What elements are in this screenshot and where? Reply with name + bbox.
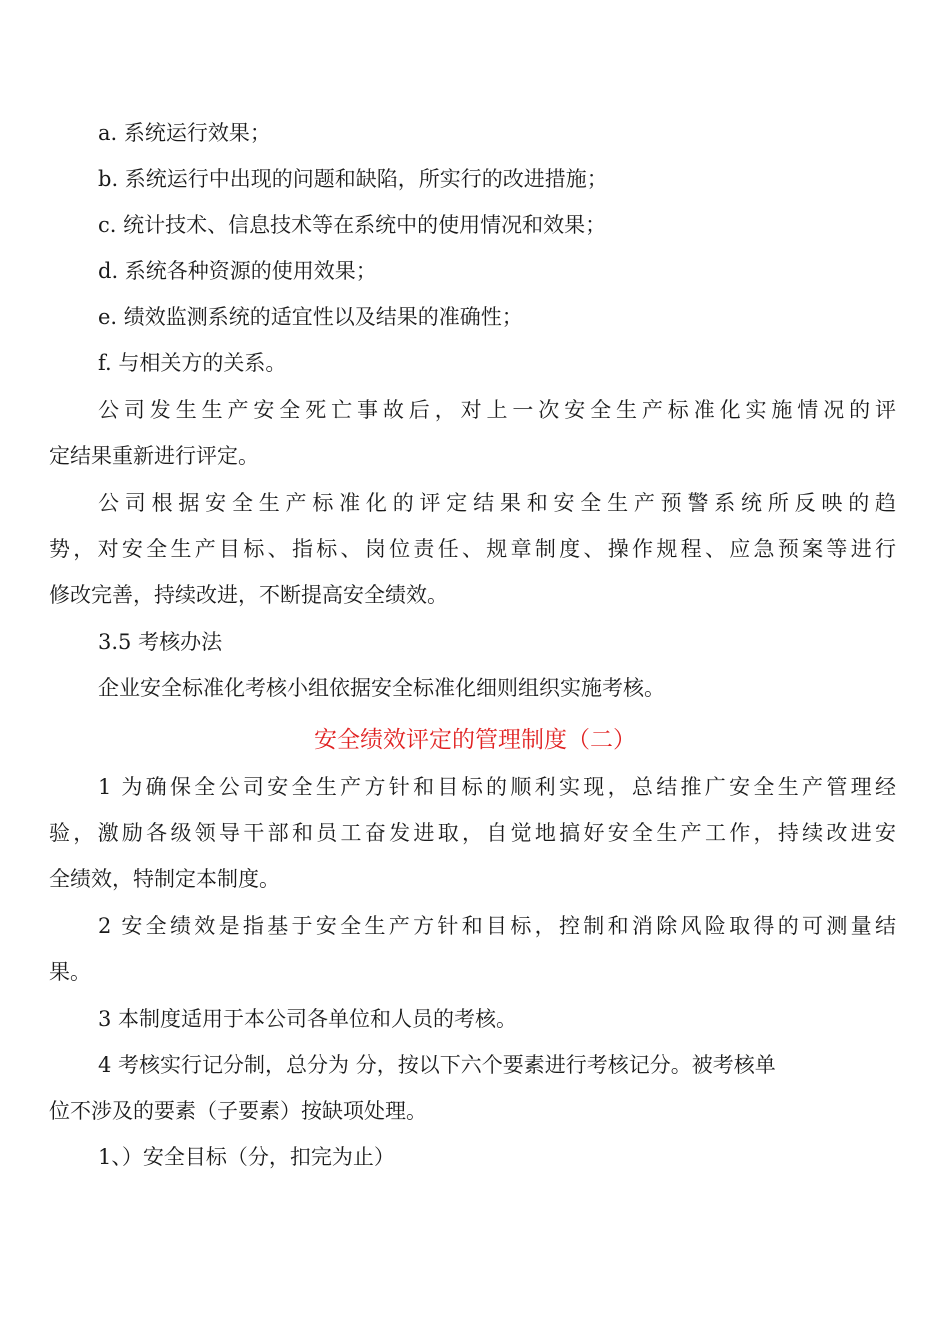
list-item-b: b. 系统运行中出现的问题和缺陷，所实行的改进措施； [98, 167, 608, 191]
list-item-e: e. 绩效监测系统的适宜性以及结果的准确性； [98, 305, 523, 329]
list-item-a: a. 系统运行效果； [98, 121, 271, 145]
list-item-f: f. 与相关方的关系。 [98, 351, 287, 375]
clause-4-line2: 位不涉及的要素（子要素）按缺项处理。 [49, 1099, 427, 1123]
clause-1-line2: 验，激励各级领导干部和员工奋发进取，自觉地搞好安全生产工作，持续改进安 [49, 821, 896, 845]
clause-2-line1: 2 安全绩效是指基于安全生产方针和目标，控制和消除风险取得的可测量结 [98, 914, 896, 938]
paragraph-improve-line1: 公司根据安全生产标准化的评定结果和安全生产预警系统所反映的趋 [98, 491, 896, 515]
section-text: 企业安全标准化考核小组依据安全标准化细则组织实施考核。 [98, 676, 665, 700]
document-title: 安全绩效评定的管理制度（二） [314, 727, 636, 753]
item-1-safety-goal: 1、）安全目标（分，扣完为止） [98, 1145, 395, 1169]
list-item-d: d. 系统各种资源的使用效果； [98, 259, 377, 283]
clause-2-line2: 果。 [49, 960, 91, 984]
clause-4-line1: 4 考核实行记分制，总分为 分，按以下六个要素进行考核记分。被考核单 [98, 1053, 776, 1077]
clause-3: 3 本制度适用于本公司各单位和人员的考核。 [98, 1007, 518, 1031]
paragraph-improve-line2: 势，对安全生产目标、指标、岗位责任、规章制度、操作规程、应急预案等进行 [49, 537, 896, 561]
paragraph-accident-line1: 公司发生生产安全死亡事故后，对上一次安全生产标准化实施情况的评 [98, 398, 896, 422]
list-item-c: c. 统计技术、信息技术等在系统中的使用情况和效果； [98, 213, 607, 237]
clause-1-line3: 全绩效，特制定本制度。 [49, 867, 280, 891]
clause-1-line1: 1 为确保全公司安全生产方针和目标的顺利实现，总结推广安全生产管理经 [98, 775, 896, 799]
paragraph-improve-line3: 修改完善，持续改进，不断提高安全绩效。 [49, 583, 448, 607]
paragraph-accident-line2: 定结果重新进行评定。 [49, 444, 259, 468]
section-heading: 3.5 考核办法 [98, 630, 223, 654]
